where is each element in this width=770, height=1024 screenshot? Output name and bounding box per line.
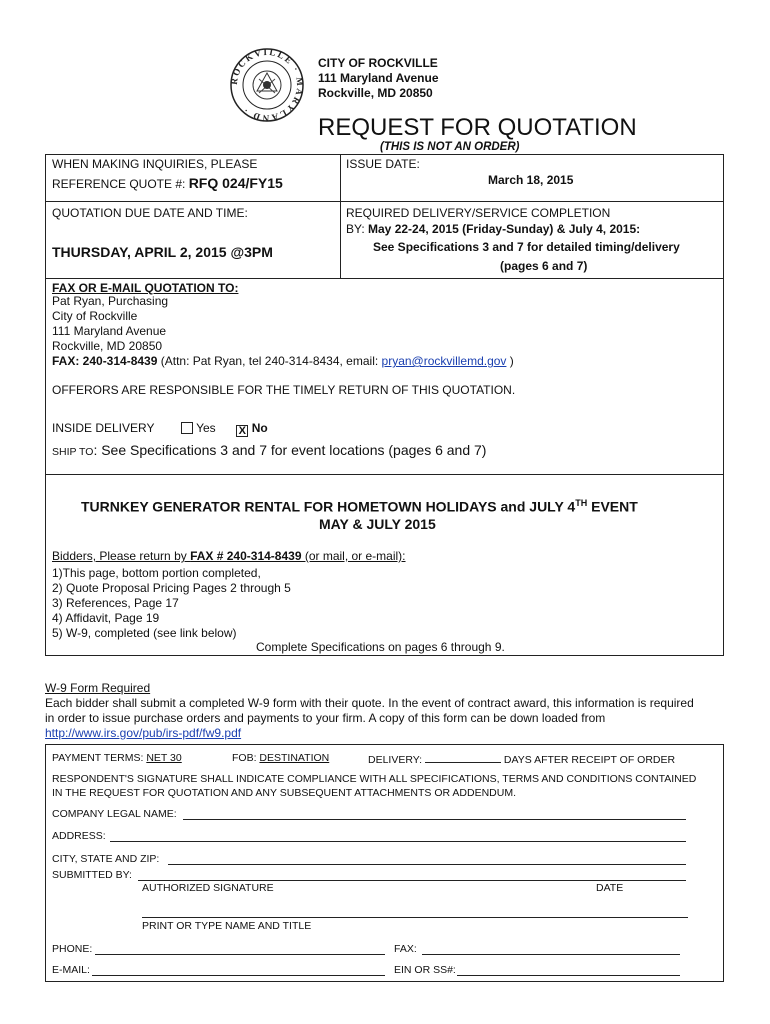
delivery-days-input[interactable] xyxy=(425,752,501,763)
fax-field[interactable] xyxy=(422,954,680,955)
auth-signature-label: AUTHORIZED SIGNATURE xyxy=(142,882,274,894)
bidders-fax: FAX # 240-314-8439 xyxy=(190,549,302,563)
company-label: COMPANY LEGAL NAME: xyxy=(52,808,177,820)
delivery-days-suffix: DAYS AFTER RECEIPT OF ORDER xyxy=(501,754,676,766)
page-title: REQUEST FOR QUOTATION xyxy=(318,114,637,141)
ship-to-label: SHIP TO xyxy=(52,446,94,458)
bidders-instructions xyxy=(52,549,406,563)
w9-text2: in order to issue purchase orders and payments to your firm. A copy of this form can be down loaded from xyxy=(45,711,606,725)
fob-label: FOB: xyxy=(232,752,260,764)
fax-field-label: FAX: xyxy=(394,943,417,955)
fax-detail: (Attn: Pat Ryan, tel 240-314-8434, email: xyxy=(157,354,382,368)
phone-field[interactable] xyxy=(95,954,385,955)
due-date-value: THURSDAY, APRIL 2, 2015 @3PM xyxy=(52,244,273,260)
delivery-days-label: DELIVERY: xyxy=(368,754,426,766)
phone-label: PHONE: xyxy=(52,943,93,955)
w9-link[interactable]: http://www.irs.gov/pub/irs-pdf/fw9.pdf xyxy=(45,726,242,740)
yes-checkbox[interactable] xyxy=(181,422,193,434)
date-label: DATE xyxy=(596,882,624,894)
delivery-by xyxy=(346,222,640,236)
address-field[interactable] xyxy=(110,841,686,842)
fax-addr2: Rockville, MD 20850 xyxy=(52,339,163,353)
delivery-pages: (pages 6 and 7) xyxy=(500,259,588,273)
w9-text1: Each bidder shall submit a completed W-9 form with their quote. In the event of contract award, this information is required xyxy=(45,696,694,710)
list-item: 4) Affidavit, Page 19 xyxy=(52,611,160,625)
list-item: 1)This page, bottom portion completed, xyxy=(52,566,261,580)
list-item: 5) W-9, completed (see link below) xyxy=(52,626,237,640)
issue-date-value: March 18, 2015 xyxy=(488,173,574,187)
fax-number: FAX: 240-314-8439 xyxy=(52,354,158,368)
city-town: Rockville, MD 20850 xyxy=(318,86,433,100)
fob xyxy=(232,752,329,764)
city-address xyxy=(318,56,439,101)
inquiry-line2 xyxy=(52,175,283,191)
not-an-order-note: (THIS IS NOT AN ORDER) xyxy=(380,141,520,153)
delivery-by-prefix: BY: xyxy=(346,222,369,236)
list-item: 3) References, Page 17 xyxy=(52,596,179,610)
reference-label: REFERENCE QUOTE #: xyxy=(52,177,189,191)
ship-to-row xyxy=(52,442,486,458)
city-street: 111 Maryland Avenue xyxy=(318,71,439,85)
delivery-days xyxy=(368,752,675,766)
inquiry-line1: WHEN MAKING INQUIRIES, PLEASE xyxy=(52,157,258,171)
fax-close: ) xyxy=(506,354,514,368)
payment-terms-label: PAYMENT TERMS: xyxy=(52,752,147,764)
email-field[interactable] xyxy=(92,975,385,976)
fax-contact-line xyxy=(52,354,514,368)
no-checkbox[interactable]: X xyxy=(236,425,248,437)
yes-label: Yes xyxy=(196,421,216,435)
list-item: 2) Quote Proposal Pricing Pages 2 through 5 xyxy=(52,581,291,595)
email-label: E-MAIL: xyxy=(52,964,90,976)
address-label: ADDRESS: xyxy=(52,830,106,842)
event-dates: MAY & JULY 2015 xyxy=(319,516,436,532)
city-field[interactable] xyxy=(168,864,686,865)
delivery-label: REQUIRED DELIVERY/SERVICE COMPLETION xyxy=(346,206,611,220)
fax-name: Pat Ryan, Purchasing xyxy=(52,294,169,308)
city-name: CITY OF ROCKVILLE xyxy=(318,56,438,70)
print-name-field[interactable] xyxy=(142,917,688,918)
fax-heading: FAX OR E-MAIL QUOTATION TO: xyxy=(52,281,239,295)
ein-label: EIN OR SS#: xyxy=(394,964,456,976)
delivery-by-dates: May 22-24, 2015 (Friday-Sunday) & July 4, 2015: xyxy=(368,222,641,236)
print-name-label: PRINT OR TYPE NAME AND TITLE xyxy=(142,920,312,932)
fax-org: City of Rockville xyxy=(52,309,138,323)
city-label: CITY, STATE AND ZIP: xyxy=(52,853,160,865)
complete-specs-note: Complete Specifications on pages 6 through 9. xyxy=(256,640,505,654)
event-title-b: EVENT xyxy=(587,498,638,515)
signature-note2: IN THE REQUEST FOR QUOTATION AND ANY SUBSEQUENT ATTACHMENTS OR ADDENDUM. xyxy=(52,787,517,799)
delivery-spec-note: See Specifications 3 and 7 for detailed timing/delivery xyxy=(373,240,680,254)
due-date-label: QUOTATION DUE DATE AND TIME: xyxy=(52,206,248,220)
no-label: No xyxy=(251,421,268,435)
fax-addr1: 111 Maryland Avenue xyxy=(52,324,167,338)
bidders-prefix: Bidders, Please return by xyxy=(52,549,191,563)
ein-field[interactable] xyxy=(457,975,680,976)
quote-number: RFQ 024/FY15 xyxy=(188,175,283,191)
submitted-label: SUBMITTED BY: xyxy=(52,869,132,881)
event-title-a: TURNKEY GENERATOR RENTAL FOR HOMETOWN HOLIDAYS and JULY 4 xyxy=(81,498,576,515)
inside-delivery-label: INSIDE DELIVERY xyxy=(52,421,155,435)
event-title xyxy=(81,498,638,515)
company-field[interactable] xyxy=(183,819,686,820)
bidders-suffix: (or mail, or e-mail): xyxy=(301,549,406,563)
issue-date-label: ISSUE DATE: xyxy=(346,157,420,171)
w9-heading: W-9 Form Required xyxy=(45,681,151,695)
email-link[interactable]: pryan@rockvillemd.gov xyxy=(381,354,507,368)
fob-value: DESTINATION xyxy=(259,752,330,764)
inside-delivery-row xyxy=(52,421,268,437)
signature-note1: RESPONDENT'S SIGNATURE SHALL INDICATE COMPLIANCE WITH ALL SPECIFICATIONS, TERMS AND CONDITIONS CONTAINED xyxy=(52,773,697,785)
event-title-sup: TH xyxy=(575,498,588,508)
payment-terms-value: NET 30 xyxy=(146,752,182,764)
offerors-note: OFFERORS ARE RESPONSIBLE FOR THE TIMELY RETURN OF THIS QUOTATION. xyxy=(52,383,516,397)
svg-text:ROCKVILLE · MARYLAND ·: ROCKVILLE · MARYLAND · xyxy=(229,47,305,123)
payment-terms xyxy=(52,752,182,764)
signature-field[interactable] xyxy=(138,880,686,881)
city-seal-logo xyxy=(229,47,305,123)
ship-to-value: : See Specifications 3 and 7 for event locations (pages 6 and 7) xyxy=(93,442,487,458)
